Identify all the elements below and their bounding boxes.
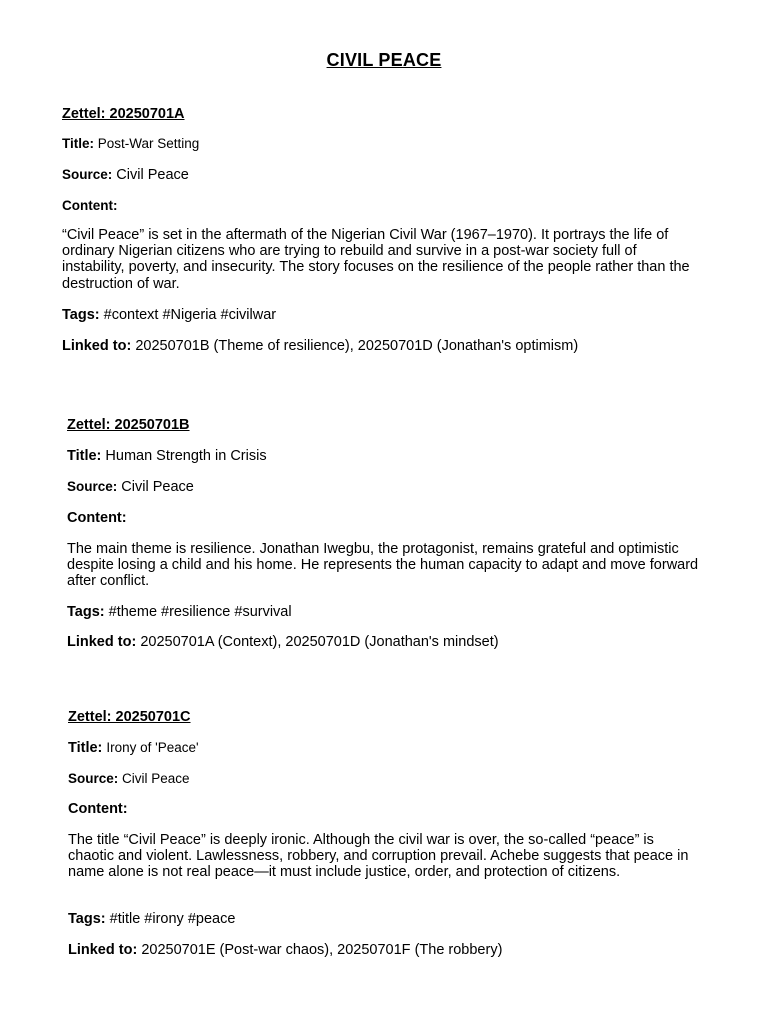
note-title: Post-War Setting [97,136,200,151]
note-title-line [62,136,199,151]
zettel-id: Zettel: 20250701C [68,709,191,725]
note-content: The main theme is resilience. Jonathan Iwegbu, the protagonist, remains grateful and optimistic despite losing a child and his home. He represents the human capacity to adapt and move forward after conflict. [67,541,699,590]
note-tags-line [67,604,292,620]
note-title-line [68,740,199,756]
title-label: Title: [67,448,102,464]
note-source-line [68,771,190,786]
note-tags: #context #Nigeria #civilwar [103,307,277,323]
note-links: 20250701B (Theme of resilience), 20250701D (Jonathan's optimism) [135,338,579,354]
note-source-line [62,167,189,183]
note-tags: #theme #resilience #survival [108,604,292,620]
tags-label: Tags: [68,911,106,927]
note-links-line [68,942,502,958]
note-source: Civil Peace [116,167,189,183]
note-tags-line [62,307,276,323]
content-label: Content: [68,801,128,817]
content-label: Content: [62,198,118,213]
linked-label: Linked to: [67,634,137,650]
source-label: Source: [67,479,118,494]
note-tags: #title #irony #peace [109,911,236,927]
note-content: “Civil Peace” is set in the aftermath of the Nigerian Civil War (1967–1970). It portrays the life of ordinary Nigerian citizens who are trying to rebuild and survive in a post-war society full of instability, poverty, and insecurity. The story focuses on the resilience of the people rather than the destruction of war. [62,227,690,292]
note-source: Civil Peace [121,479,194,495]
note-tags-line [68,911,235,927]
content-label: Content: [67,510,127,526]
note-links-line [67,634,499,650]
zettel-id: Zettel: 20250701A [62,106,185,122]
note-links: 20250701A (Context), 20250701D (Jonathan's mindset) [140,634,499,650]
note-title: Human Strength in Crisis [105,448,267,464]
note-source-line [67,479,194,495]
linked-label: Linked to: [62,338,132,354]
zettel-id: Zettel: 20250701B [67,417,190,433]
note-title: Irony of 'Peace' [106,740,199,755]
note-title-line [67,448,267,464]
tags-label: Tags: [67,604,105,620]
title-label: Title: [62,136,95,151]
note-source: Civil Peace [122,771,190,786]
note-content: The title “Civil Peace” is deeply ironic. Although the civil war is over, the so-called “peace” is chaotic and violent. Lawlessness, robbery, and corruption prevail. Achebe suggests that peace in name alone is not real peace—it must include justice, order, and protection of citizens. [68,832,689,881]
note-links-line [62,338,578,354]
title-label: Title: [68,740,103,756]
source-label: Source: [62,167,113,182]
source-label: Source: [68,771,119,786]
tags-label: Tags: [62,307,100,323]
linked-label: Linked to: [68,942,138,958]
document-title: CIVIL PEACE [326,50,442,70]
note-links: 20250701E (Post-war chaos), 20250701F (The robbery) [141,942,503,958]
